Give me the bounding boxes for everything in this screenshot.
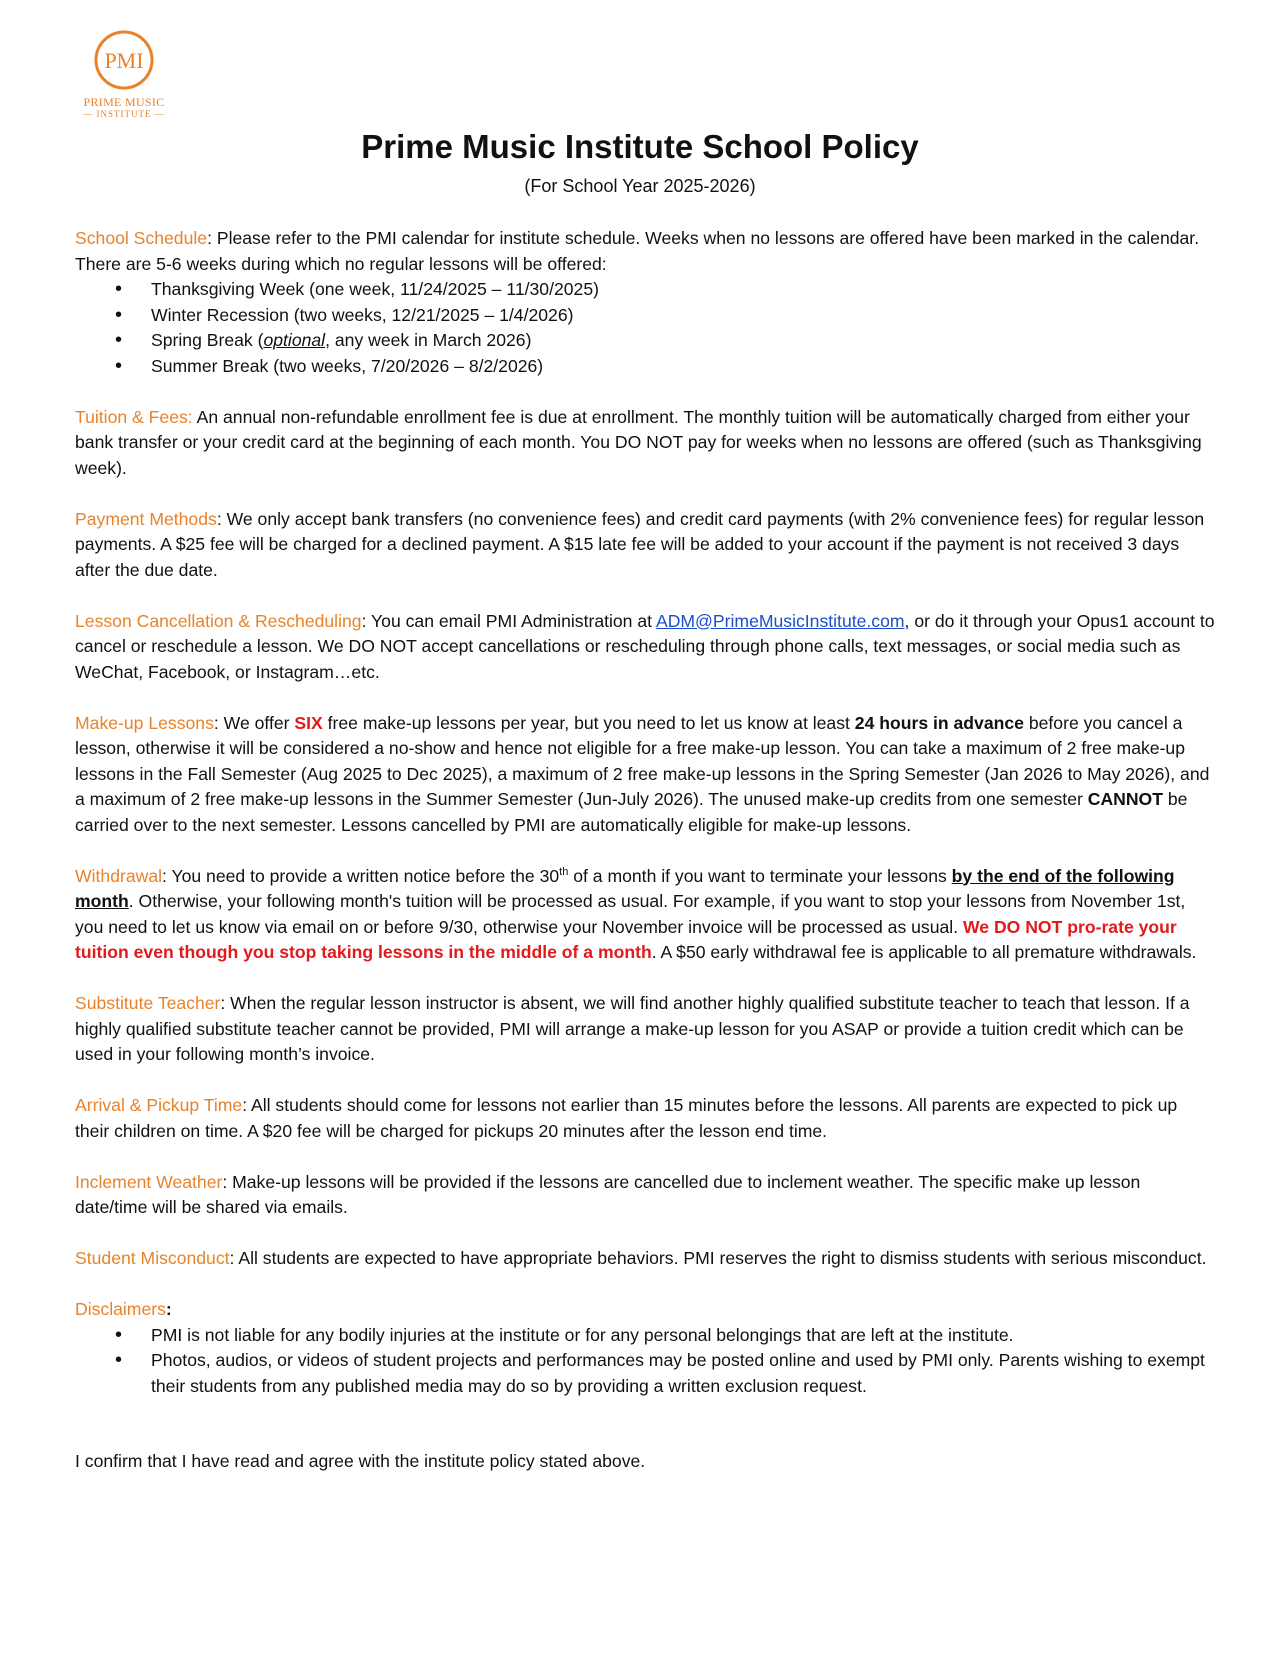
pmi-logo-mark-icon [87, 28, 161, 92]
makeup-cannot: CANNOT [1087, 789, 1163, 809]
withdrawal-sup: th [559, 865, 569, 878]
page-title: Prime Music Institute School Policy [361, 128, 919, 165]
section-arrival-pickup [75, 1093, 1215, 1144]
makeup-text-4: be carried over to the next semester. Lessons cancelled by PMI are automatically eligible for make-up lessons. [75, 789, 1188, 835]
misconduct-label: Student Misconduct [75, 1248, 230, 1268]
arrival-text: : All students should come for lessons not earlier than 15 minutes before the lessons. All parents are expected to pick up their children on time. A $20 fee will be charged for pickups 20 minutes after the lesson end time. [75, 1095, 1178, 1141]
cancellation-label: Lesson Cancellation & Rescheduling [75, 610, 362, 631]
policy-content [75, 226, 1215, 1475]
payment-text: : We only accept bank transfers (no convenience fees) and credit card payments (with 2% convenience fees) for regular lesson payments. A $25 fee will be charged for a declined payment. A $15 late fee will be added to your account if the payment is not received 3 days after the due date. [75, 508, 1205, 580]
tuition-label: Tuition & Fees: [75, 406, 193, 427]
disclaimers-list [75, 1323, 1215, 1400]
spring-break-post: , any week in March 2026) [325, 330, 532, 350]
logo-subname: — INSTITUTE — [83, 109, 165, 119]
disclaimers-label: Disclaimers [75, 1299, 166, 1319]
section-withdrawal [75, 864, 1215, 966]
section-cancellation [75, 609, 1215, 686]
weather-label: Inclement Weather [75, 1171, 223, 1192]
payment-label: Payment Methods [75, 508, 217, 529]
section-inclement-weather [75, 1170, 1215, 1221]
makeup-label: Make-up Lessons [75, 712, 214, 733]
withdrawal-label: Withdrawal [75, 865, 163, 886]
withdrawal-text-2: of a month if you want to terminate your lessons [568, 865, 952, 886]
school-schedule-label: School Schedule [75, 228, 208, 248]
pmi-logo [70, 28, 178, 120]
schedule-item: • Thanksgiving Week (one week, 11/24/2025 – 11/30/2025) [75, 277, 1215, 303]
cancellation-text-1: : You can email PMI Administration at [361, 610, 656, 631]
arrival-label: Arrival & Pickup Time [75, 1095, 243, 1115]
spring-break-optional: optional [263, 330, 326, 350]
schedule-list [75, 277, 1215, 379]
logo-subname-text: INSTITUTE [96, 109, 152, 119]
disclaimers-colon: : [165, 1299, 172, 1319]
section-tuition [75, 405, 1215, 482]
spring-break-pre: Spring Break ( [151, 330, 264, 350]
withdrawal-text-3: . Otherwise, your following month's tuition will be processed as usual. For example, if you want to stop your lessons from November 1st, you need to let us know via email on or before 9/30, otherwise your November invoice will be processed as usual. [75, 891, 1186, 937]
withdrawal-text-4: . A $50 early withdrawal fee is applicable to all premature withdrawals. [651, 942, 1197, 962]
substitute-label: Substitute Teacher [75, 993, 221, 1013]
page-subtitle: (For School Year 2025-2026) [524, 176, 756, 196]
schedule-item: • Winter Recession (two weeks, 12/21/2025 – 1/4/2026) [75, 303, 1215, 329]
makeup-text-1: : We offer [213, 712, 295, 733]
section-makeup-lessons [75, 711, 1215, 839]
cancellation-text-2: , or do it through your Opus1 account to cancel or reschedule a lesson. We DO NOT accept cancellations or rescheduling through phone calls, text messages, or social media such as WeChat, Facebook, or Instagram…etc. [75, 610, 1215, 682]
withdrawal-emph: by the end of the following month [75, 865, 1175, 911]
disclaimer-item: • Photos, audios, or videos of student projects and performances may be posted online and used by PMI only. Parents wishing to exempt their students from any published media may do so by providing a written exclusion request. [75, 1348, 1215, 1399]
logo-name: PRIME MUSIC [83, 95, 165, 109]
confirmation-statement: I confirm that I have read and agree with the institute policy stated above. [75, 1451, 646, 1471]
section-substitute-teacher [75, 991, 1215, 1068]
substitute-text: : When the regular lesson instructor is absent, we will find another highly qualified substitute teacher to teach that lesson. If a highly qualified substitute teacher cannot be provided, PMI will arrange a make-up lesson for you ASAP or provide a tuition credit which can be used in your following month’s invoice. [75, 993, 1190, 1064]
weather-text: : Make-up lessons will be provided if the lessons are cancelled due to inclement weather. The specific make up lesson date/time will be shared via emails. [75, 1171, 1141, 1217]
makeup-text-2: free make-up lessons per year, but you need to let us know at least [322, 712, 855, 733]
section-disclaimers [75, 1297, 1215, 1399]
makeup-text-3: before you cancel a lesson, otherwise it will be considered a no-show and hence not eligible for a free make-up lesson. You can take a maximum of 2 free make-up lessons in the Fall Semester (Aug 2025 to Dec 2025), a maximum of 2 free make-up lessons in the Spring Semester (Jan 2026 to May 2026), and a maximum of 2 free make-up lessons in the Summer Semester (Jun-July 2026). The unused make-up credits from one semester [75, 712, 1210, 809]
withdrawal-red: We DO NOT pro-rate your tuition even though you stop taking lessons in the middle of a month [75, 916, 1177, 962]
section-payment-methods [75, 507, 1215, 584]
school-schedule-text: : Please refer to the PMI calendar for institute schedule. Weeks when no lessons are offered have been marked in the calendar. There are 5-6 weeks during which no regular lessons will be offered: [75, 228, 1200, 274]
makeup-six: SIX [294, 712, 323, 733]
tuition-text: An annual non-refundable enrollment fee is due at enrollment. The monthly tuition will be automatically charged from either your bank transfer or your credit card at the beginning of each month. You DO NOT pay for weeks when no lessons are offered (such as Thanksgiving week). [75, 406, 1202, 478]
admin-email-link[interactable]: ADM@PrimeMusicInstitute.com [655, 610, 905, 631]
makeup-advance: 24 hours in advance [854, 712, 1024, 733]
section-school-schedule [75, 226, 1215, 379]
schedule-item [75, 328, 1215, 354]
disclaimer-item: • PMI is not liable for any bodily injuries at the institute or for any personal belongings that are left at the institute. [75, 1323, 1215, 1349]
section-student-misconduct [75, 1246, 1215, 1272]
logo-mark-text: PMI [104, 48, 144, 73]
withdrawal-text-1: : You need to provide a written notice before the 30 [162, 865, 560, 886]
misconduct-text: : All students are expected to have appropriate behaviors. PMI reserves the right to dismiss students with serious misconduct. [229, 1248, 1207, 1268]
schedule-item: • Summer Break (two weeks, 7/20/2026 – 8/2/2026) [75, 354, 1215, 380]
